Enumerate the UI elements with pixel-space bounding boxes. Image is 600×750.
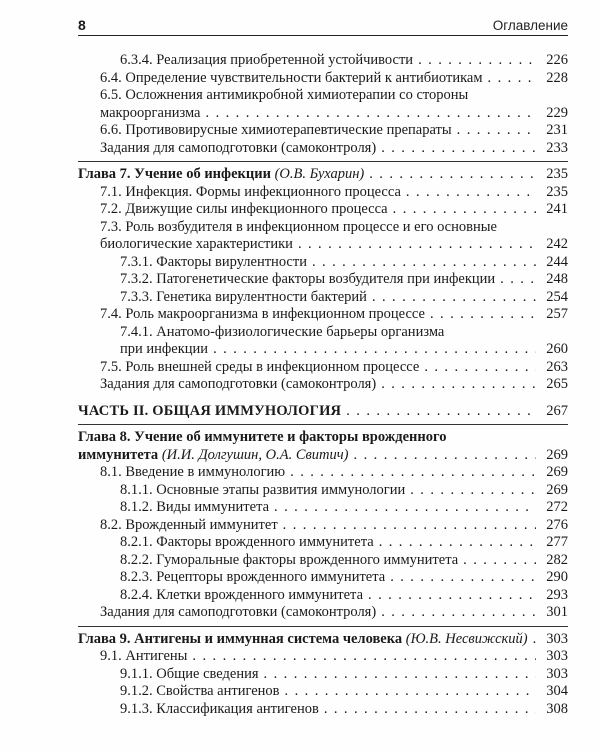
toc-page-number: 229 [546,104,568,121]
toc-entry [78,683,568,701]
running-title: Оглавление [492,18,568,33]
toc-entry-title: 9.1.1. Общие сведения . . . [78,666,536,684]
chapter-title: Глава 9. Антигены и иммунная система человека [78,630,403,647]
page-header [78,13,568,36]
toc-entry-title: 7.3. Роль возбудителя в инфекционном процессе и его основные [100,218,497,235]
toc-page-number: 269 [546,446,568,463]
toc-entry-title: при инфекции . . . [78,341,536,359]
part-title: ЧАСТЬ II. ОБЩАЯ ИММУНОЛОГИЯ [78,402,342,419]
toc-page-number: 303 [546,630,568,647]
chapter-title: Глава 7. Учение об инфекции [78,166,271,182]
toc-entry [78,184,568,202]
toc-entry-title: 7.3.2. Патогенетические факторы возбудителя при инфекции . . . [78,271,536,289]
toc-entry-title: 9.1.2. Свойства антигенов . . . [78,683,536,701]
chapter-divider [78,626,568,627]
toc-entry-title: 7.4.1. Анатомо-физиологические барьеры организма [120,323,445,340]
toc-page-number: 233 [546,139,568,156]
toc-entry-title: макроорганизма . . . [78,105,536,123]
toc-entry [78,52,568,70]
toc-entry [78,254,568,272]
toc-entry [78,236,568,254]
toc-page-number: 267 [546,402,568,419]
toc-entry-title: 9.1.3. Классификация антигенов . . . [78,701,536,719]
toc-page-number: 301 [546,604,568,620]
toc-entry [78,552,568,570]
page-number: 8 [78,17,86,33]
toc-entry-title: Задания для самоподготовки (самоконтроля) . . . [78,604,536,622]
toc-page-number: 303 [546,648,568,664]
toc-entry-title: Задания для самоподготовки (самоконтроля) . . . [78,376,536,394]
toc-entry [78,219,568,237]
toc-entry [78,482,568,500]
section-gap [78,394,568,403]
toc-entry [78,324,568,342]
toc-entry-title: 8.2.4. Клетки врожденного иммунитета . . . [78,587,536,605]
chapter-author: (О.В. Бухарин) [274,166,365,182]
toc-page-number: 277 [546,534,568,550]
toc-entry [78,464,568,482]
toc-entry-title: 7.3.1. Факторы вирулентности . . . [78,254,536,272]
toc-entry [78,604,568,622]
toc-part-entry [78,403,568,421]
toc-entry [78,341,568,359]
toc-entry [78,648,568,666]
toc-chapter-entry [78,631,568,649]
toc-entry [78,122,568,140]
toc-entry [78,306,568,324]
toc-page-number: 269 [546,481,568,498]
toc-entry [78,105,568,123]
toc-entry-title: 8.2.3. Рецепторы врожденного иммунитета . . . [78,569,536,587]
toc-page-number: 290 [546,569,568,585]
toc-entry-title: Задания для самоподготовки (самоконтроля) . . . [78,140,536,158]
toc-entry-title [78,631,536,649]
toc-entry-title: 6.5. Осложнения антимикробной химиотерапии со стороны [100,87,469,103]
toc-entry [78,587,568,605]
toc-page-number: 235 [546,166,568,182]
toc-entry-title: 7.4. Роль макроорганизма в инфекционном процессе . . . [78,306,536,324]
toc-page-number: 254 [546,288,568,305]
toc-page-number: 231 [546,122,568,138]
toc-page-number: 244 [546,253,568,270]
toc-entry-title [78,166,536,184]
toc-chapter-entry [78,447,568,465]
toc-entry-title: 6.6. Противовирусные химиотерапевтические препараты . . . [78,122,536,140]
toc-page-number: 235 [546,183,568,200]
toc-entry [78,534,568,552]
toc-page-number: 303 [546,665,568,682]
toc-entry-title [78,429,536,447]
toc-page-number: 308 [546,700,568,717]
toc-page-number: 242 [546,236,568,252]
toc-entry-title: 6.4. Определение чувствительности бактерий к антибиотикам . . . [78,70,536,88]
toc-page-number: 257 [546,306,568,322]
toc-page-number: 282 [546,551,568,568]
toc-chapter-entry [78,429,568,447]
toc-entry [78,359,568,377]
table-of-contents [78,52,568,718]
toc-entry-title [78,447,536,465]
toc-page-number: 265 [546,376,568,392]
toc-entry-title: 6.3.4. Реализация приобретенной устойчивости . . . [78,52,536,70]
chapter-title: иммунитета [78,446,159,463]
toc-entry [78,140,568,158]
toc-entry-title: 8.2. Врожденный иммунитет . . . [78,517,536,535]
toc-entry [78,289,568,307]
toc-page-number: 226 [546,52,568,68]
toc-page-number: 276 [546,516,568,533]
toc-chapter-entry [78,166,568,184]
toc-entry-title: 7.2. Движущие силы инфекционного процесса . . . [78,201,536,219]
chapter-divider [78,424,568,425]
toc-entry-title: 8.1.2. Виды иммунитета . . . [78,499,536,517]
chapter-divider [78,161,568,162]
toc-entry-title [78,403,536,421]
chapter-title: Глава 8. Учение об иммунитете и факторы врожденного [78,429,447,445]
toc-entry [78,271,568,289]
chapter-author: (И.И. Долгушин, О.А. Свитич) [161,446,349,463]
toc-entry [78,376,568,394]
toc-entry [78,87,568,105]
toc-entry-title: 9.1. Антигены . . . [78,648,536,666]
toc-entry [78,701,568,719]
toc-entry-title: 7.3.3. Генетика вирулентности бактерий . . . [78,289,536,307]
toc-entry [78,569,568,587]
toc-entry-title: 8.2.2. Гуморальные факторы врожденного иммунитета . . . [78,552,536,570]
toc-entry-title: биологические характеристики . . . [78,236,536,254]
toc-entry [78,70,568,88]
toc-page-number: 260 [546,341,568,357]
toc-entry [78,201,568,219]
toc-entry [78,666,568,684]
toc-entry-title: 8.2.1. Факторы врожденного иммунитета . . . [78,534,536,552]
toc-entry [78,499,568,517]
toc-page-number: 269 [546,464,568,480]
toc-entry-title: 7.5. Роль внешней среды в инфекционном процессе . . . [78,359,536,377]
toc-page-number: 241 [546,201,568,217]
chapter-author: (Ю.В. Несвижский) [405,630,528,647]
toc-page-number: 248 [546,271,568,287]
toc-page-number: 293 [546,586,568,603]
toc-entry-title: 7.1. Инфекция. Формы инфекционного процесса . . . [78,184,536,202]
toc-entry-title: 8.1.1. Основные этапы развития иммунологии . . . [78,482,536,500]
toc-entry-title: 8.1. Введение в иммунологию . . . [78,464,536,482]
toc-page-number: 304 [546,683,568,699]
toc-page-number: 228 [546,69,568,86]
toc-entry [78,517,568,535]
toc-page-number: 263 [546,358,568,375]
toc-page-number: 272 [546,499,568,515]
